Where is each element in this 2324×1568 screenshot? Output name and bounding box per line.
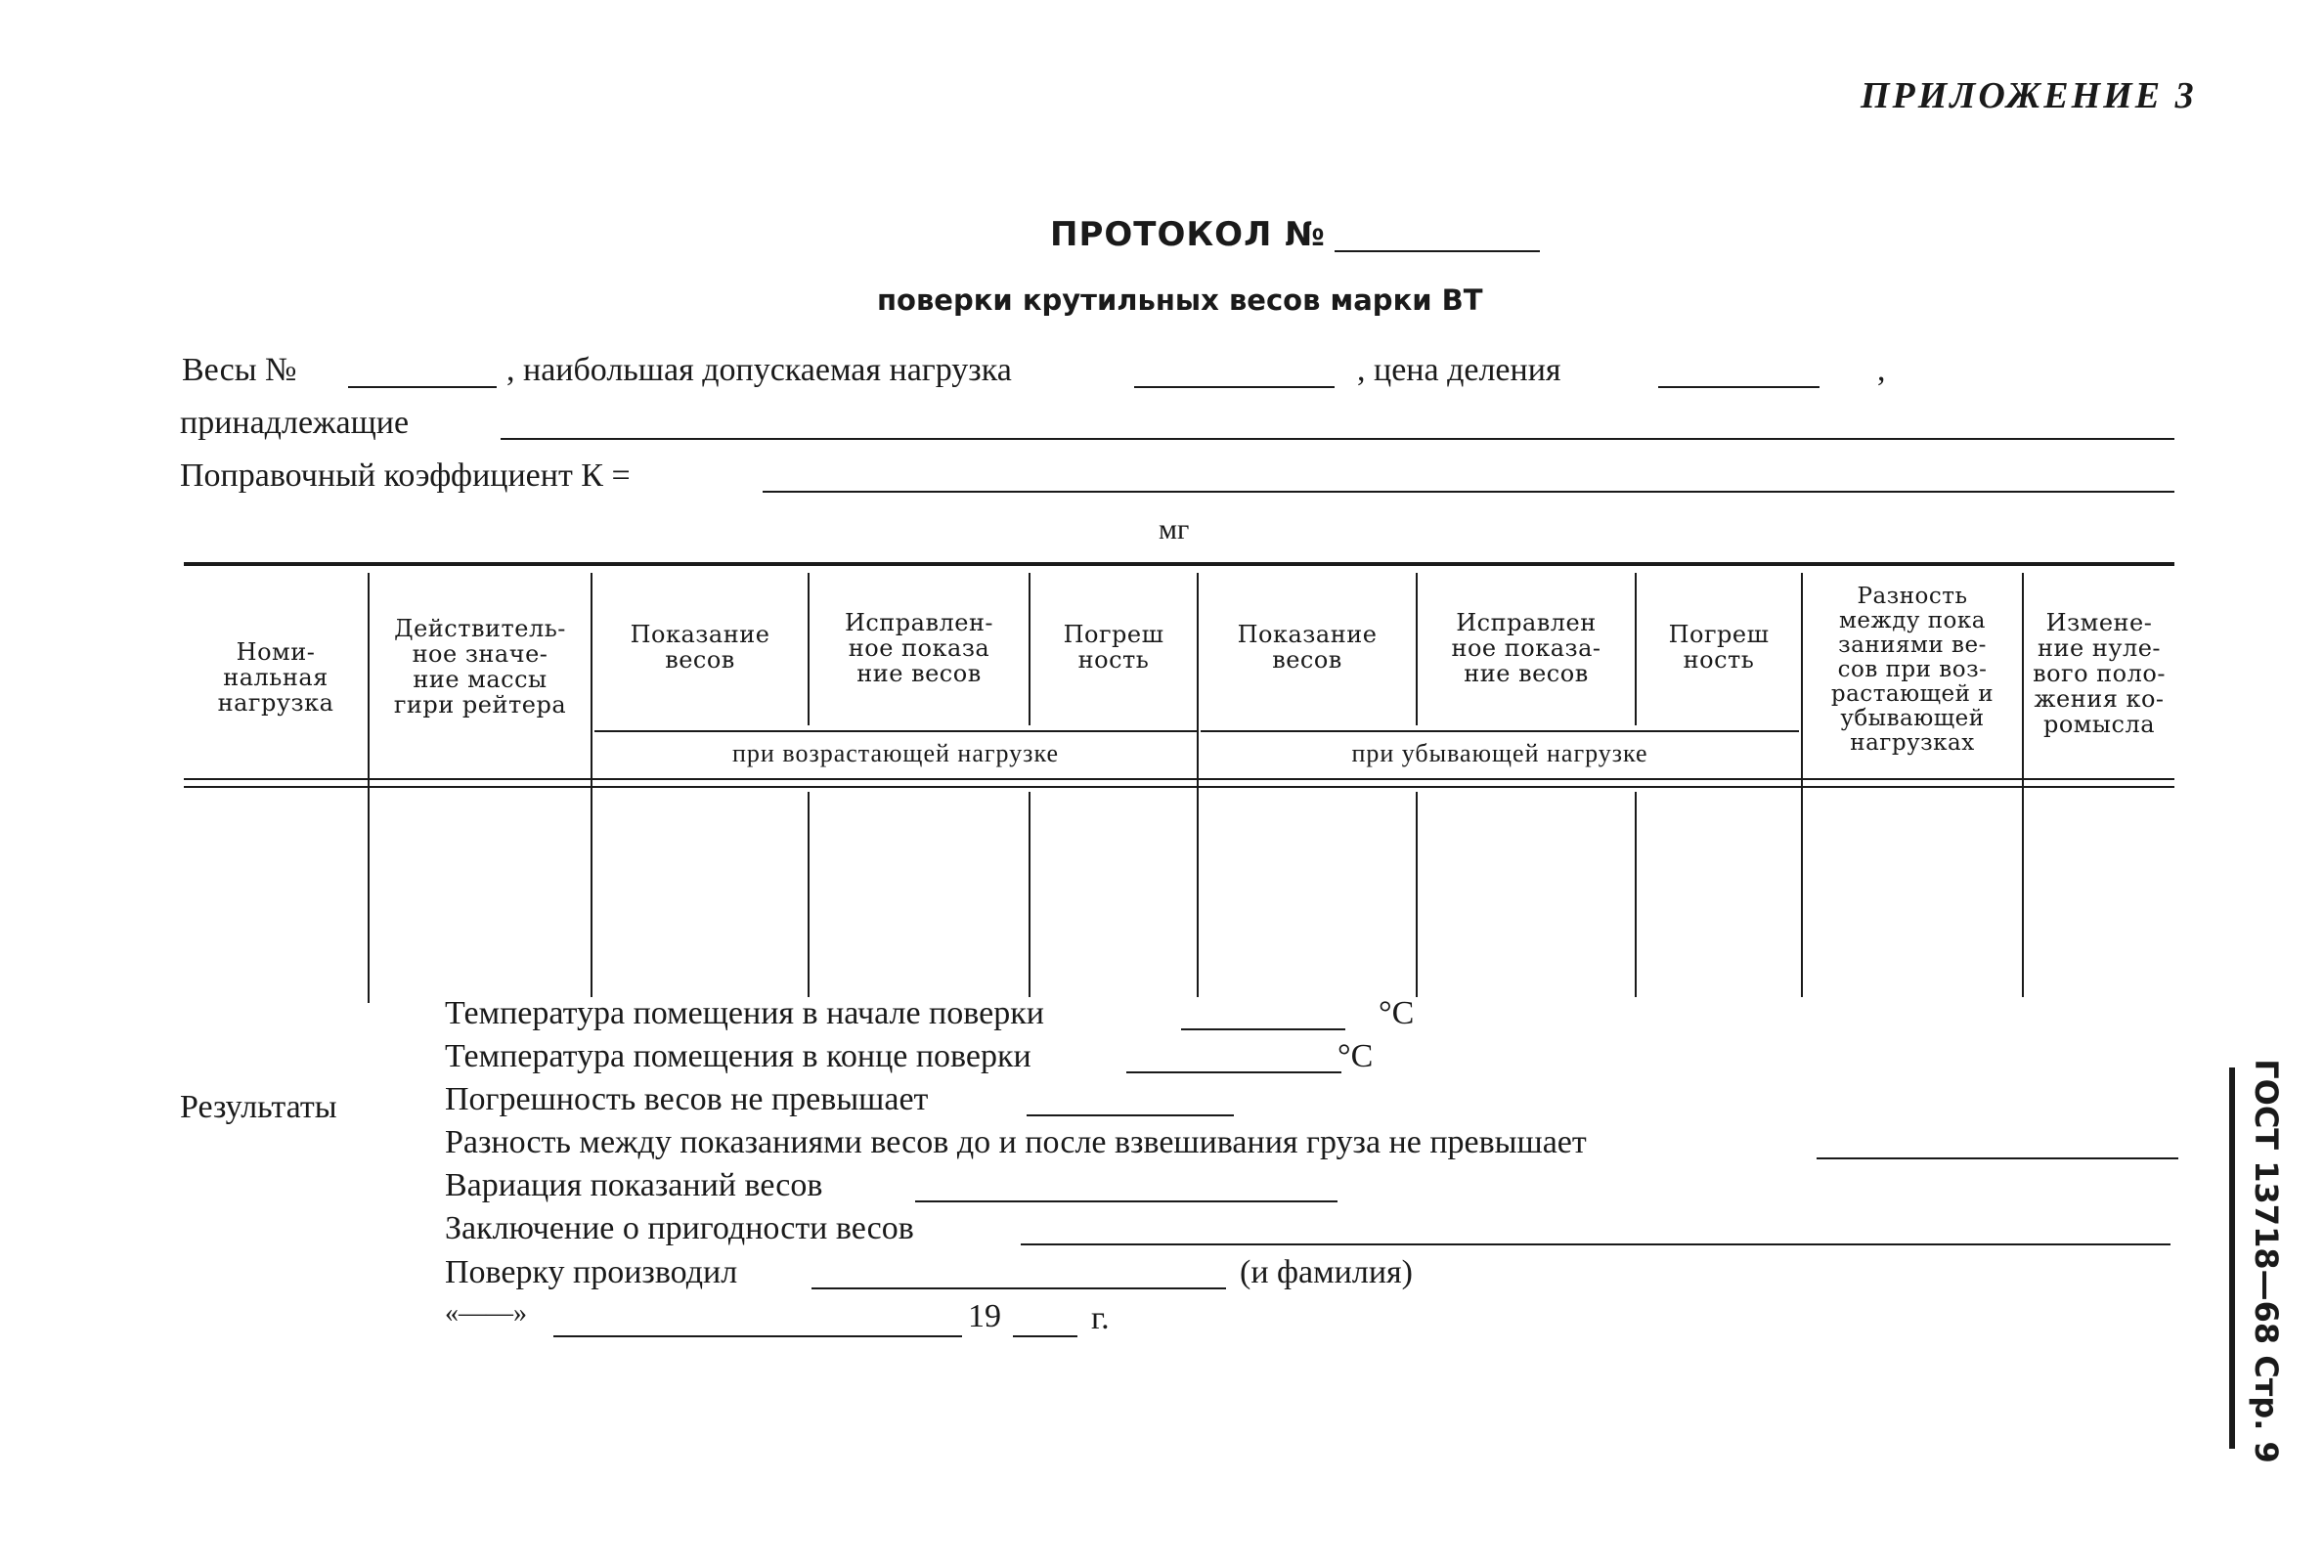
unit-label: мг — [1159, 513, 1190, 545]
year-suffix: г. — [1091, 1300, 1110, 1336]
max-load-blank[interactable] — [1134, 386, 1335, 388]
group-label-increasing: при возрастающей нагрузке — [732, 739, 1059, 767]
side-rule — [2229, 1067, 2235, 1449]
scales-number-label: Весы № — [182, 352, 297, 388]
protocol-subtitle: поверки крутильных весов марки ВТ — [877, 283, 1483, 317]
temp-end-unit: °C — [1337, 1038, 1374, 1074]
col-header-zero-shift: Измене- ние нуле- вого поло- жения ко- ромысла — [2033, 609, 2166, 738]
col-divider-7 — [1635, 573, 1637, 725]
year-prefix: 19 — [968, 1298, 1001, 1334]
correction-blank[interactable] — [763, 491, 2174, 493]
temp-start-blank[interactable] — [1181, 1028, 1345, 1030]
table-top-rule — [184, 562, 2174, 566]
col-header-corrected-dec: Исправлен ное показа- ние весов — [1451, 609, 1601, 687]
col-header-error-inc: Погреш ность — [1063, 621, 1164, 674]
group-rule-decreasing — [1201, 730, 1799, 732]
group-label-decreasing: при убывающей нагрузке — [1351, 739, 1648, 767]
division-label: , цена деления — [1357, 352, 1561, 388]
performed-blank[interactable] — [811, 1287, 1226, 1289]
table-header-rule-2 — [184, 786, 2174, 788]
date-blank[interactable] — [553, 1335, 962, 1337]
protocol-title: ПРОТОКОЛ № — [1050, 215, 1327, 254]
difference-label: Разность между показаниями весов до и после взвешивания груза не превышает — [445, 1124, 1587, 1160]
conclusion-blank[interactable] — [1021, 1243, 2171, 1245]
table-header-rule-1 — [184, 778, 2174, 780]
col-header-corrected-inc: Исправлен- ное показа ние весов — [844, 609, 994, 687]
temp-start-unit: °C — [1379, 995, 1415, 1031]
correction-label: Поправочный коэффициент К = — [180, 457, 631, 494]
variation-blank[interactable] — [915, 1200, 1337, 1202]
owner-label: принадлежащие — [180, 405, 410, 441]
table-row[interactable] — [184, 792, 2174, 997]
col-divider-3 — [808, 573, 810, 725]
owner-blank[interactable] — [501, 438, 2174, 440]
division-blank[interactable] — [1658, 386, 1820, 388]
year-blank[interactable] — [1013, 1335, 1077, 1337]
max-load-label: , наибольшая допускаемая нагрузка — [506, 352, 1012, 388]
col-divider-6 — [1416, 573, 1418, 725]
col-divider-4 — [1029, 573, 1030, 725]
col-header-difference: Разность между пока заниями ве- сов при воз- растающей и убывающей нагрузках — [1830, 584, 1995, 756]
temp-start-label: Температура помещения в начале поверки — [445, 995, 1044, 1031]
conclusion-label: Заключение о пригодности весов — [445, 1210, 914, 1246]
col-header-error-dec: Погреш ность — [1668, 621, 1770, 674]
trailing-comma: , — [1877, 352, 1886, 388]
surname-label: (и фамилия) — [1240, 1254, 1413, 1290]
scales-number-blank[interactable] — [348, 386, 497, 388]
variation-label: Вариация показаний весов — [445, 1167, 823, 1203]
difference-blank[interactable] — [1817, 1157, 2178, 1159]
standard-page-label: ГОСТ 13718—68 Стр. 9 — [2248, 1059, 2285, 1463]
error-blank[interactable] — [1027, 1114, 1234, 1116]
temp-end-blank[interactable] — [1126, 1071, 1341, 1073]
col-header-reading-inc: Показание весов — [630, 621, 770, 674]
appendix-label: ПРИЛОЖЕНИЕ 3 — [1861, 75, 2197, 116]
performed-label: Поверку производил — [445, 1254, 738, 1290]
protocol-number-blank[interactable] — [1335, 250, 1540, 252]
temp-end-label: Температура помещения в конце поверки — [445, 1038, 1031, 1074]
col-header-reading-dec: Показание весов — [1237, 621, 1378, 674]
results-label: Результаты — [180, 1089, 337, 1125]
group-rule-increasing — [594, 730, 1197, 732]
date-quote: «——» — [445, 1298, 527, 1328]
error-label: Погрешность весов не превышает — [445, 1081, 929, 1117]
col-header-rider-mass: Действитель- ное значе- ние массы гири рейтера — [393, 615, 567, 719]
col-header-nominal-load: Номи- нальная нагрузка — [217, 638, 334, 717]
